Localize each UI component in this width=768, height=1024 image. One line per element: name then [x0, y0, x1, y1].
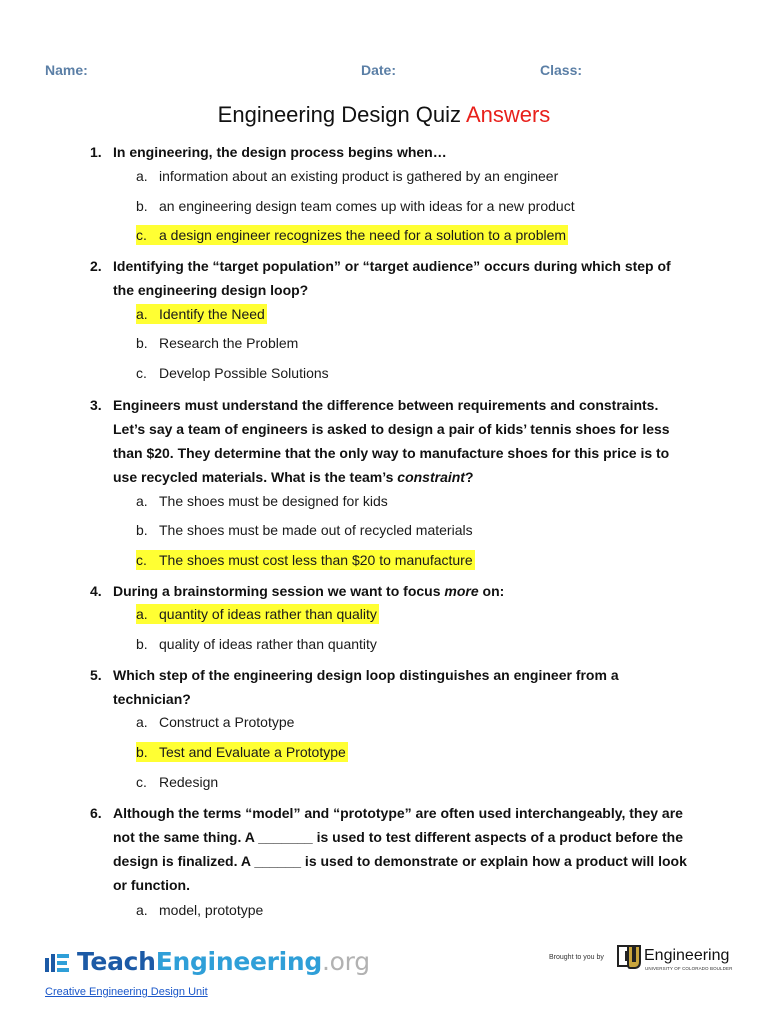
question-number: 3. [90, 397, 102, 413]
question-number: 2. [90, 258, 102, 274]
logo-wordmark: TeachEngineering.org [77, 946, 370, 976]
name-label: Name: [45, 62, 88, 78]
question-text: Which step of the engineering design loop distinguishes an engineer from a technician? [113, 667, 619, 707]
date-label: Date: [361, 62, 397, 78]
question-2 [90, 254, 690, 302]
answer-option: a. The shoes must be designed for kids [136, 493, 388, 509]
answer-option-correct: c. a design engineer recognizes the need for a solution to a problem [136, 227, 567, 243]
creative-engineering-design-unit-link[interactable]: Creative Engineering Design Unit [45, 986, 208, 998]
title-main: Engineering Design Quiz [217, 102, 462, 127]
answer-option: a. Construct a Prototype [136, 714, 295, 730]
question-3 [90, 393, 690, 489]
brought-by-text: Brought to you by [549, 954, 604, 961]
answer-option-correct: a. Identify the Need [136, 306, 265, 322]
title-accent: Answers [465, 102, 551, 127]
answer-option: b. Research the Problem [136, 335, 299, 351]
question-number: 1. [90, 144, 102, 160]
cu-subtitle: UNIVERSITY OF COLORADO BOULDER [645, 966, 733, 971]
answer-option: b. The shoes must be made out of recycled materials [136, 522, 473, 538]
class-label: Class: [540, 62, 583, 78]
cu-engineering-label: Engineering [644, 947, 730, 964]
question-text: Engineers must understand the difference between requirements and constraints. Let’s say a team of engineers is asked to design a pair of kids’ tennis shoes for less than $20. They determine that the only way to manufacture shoes for this price is to use recycled materials. What is the team’s constraint? [113, 397, 670, 485]
teachengineering-logo-icon [45, 950, 71, 972]
question-4 [90, 579, 690, 603]
answer-option-correct: b. Test and Evaluate a Prototype [136, 744, 346, 760]
question-number: 4. [90, 583, 102, 599]
answer-option: a. information about an existing product is gathered by an engineer [136, 168, 559, 184]
question-text: Identifying the “target population” or “target audience” occurs during which step of the engineering design loop? [113, 258, 671, 298]
answer-option: c. Redesign [136, 774, 219, 790]
answer-option: c. Develop Possible Solutions [136, 365, 329, 381]
page-title [0, 102, 768, 128]
question-text: During a brainstorming session we want to focus more on: [113, 583, 505, 599]
question-5 [90, 663, 690, 711]
answer-option: a. model, prototype [136, 902, 264, 918]
answer-option: b. an engineering design team comes up with ideas for a new product [136, 198, 575, 214]
question-1 [90, 140, 690, 164]
question-number: 5. [90, 667, 102, 683]
answer-option-correct: c. The shoes must cost less than $20 to manufacture [136, 552, 473, 568]
question-text: In engineering, the design process begins when… [113, 144, 447, 160]
question-number: 6. [90, 805, 102, 821]
question-6 [90, 801, 690, 897]
question-text: Although the terms “model” and “prototype” are often used interchangeably, they are not the same thing. A _______ is used to test different aspects of a product before the design is finalized. A ______ is used to demonstrate or explain how a product will look or function. [113, 805, 687, 893]
cu-logo-icon [616, 942, 642, 970]
answer-option: b. quality of ideas rather than quantity [136, 636, 377, 652]
teachengineering-logo[interactable] [45, 944, 370, 978]
answer-option-correct: a. quantity of ideas rather than quality [136, 606, 377, 622]
